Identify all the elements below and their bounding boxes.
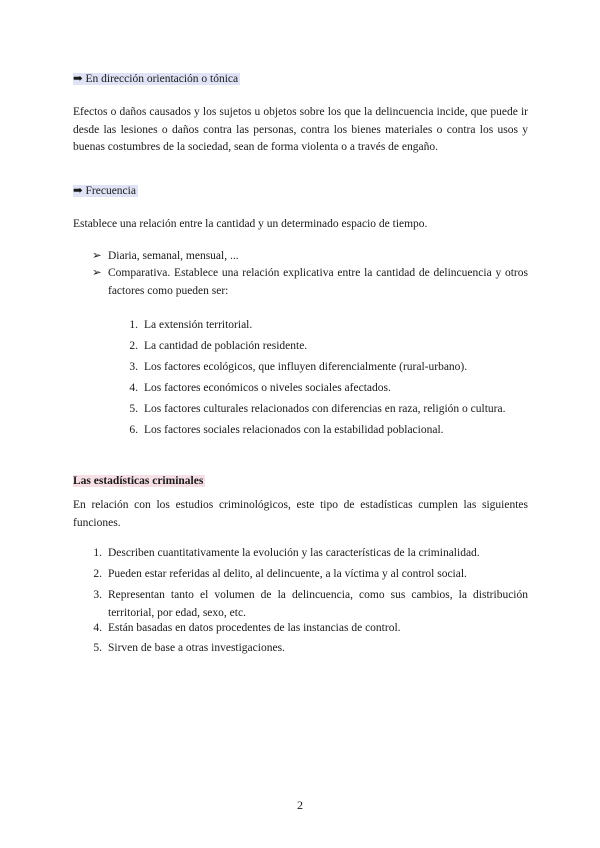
- function-text: Describen cuantitativamente la evolución y las características de la criminalidad.: [108, 547, 480, 559]
- factor-item: [124, 338, 544, 356]
- function-item: [88, 587, 528, 622]
- list-number: 3.: [129, 361, 138, 373]
- heading-direccion-text: ➡ En dirección orientación o tónica: [73, 73, 239, 85]
- factor-text: La cantidad de población residente.: [144, 340, 308, 352]
- bullet-item: [92, 265, 528, 300]
- list-number: 2.: [129, 340, 138, 352]
- factor-text: Los factores económicos o niveles sociales afectados.: [144, 382, 391, 394]
- list-number: 5.: [129, 403, 138, 415]
- factor-text: Los factores sociales relacionados con la estabilidad poblacional.: [144, 424, 444, 436]
- factor-item: [124, 401, 544, 419]
- bullet-text: Diaria, semanal, mensual, ...: [108, 250, 239, 262]
- list-number: 5.: [93, 642, 102, 654]
- function-item: [88, 566, 528, 584]
- function-item: [88, 640, 528, 658]
- function-text: Están basadas en datos procedentes de las instancias de control.: [108, 622, 401, 634]
- function-item: [88, 620, 528, 638]
- page-number: 2: [297, 798, 303, 812]
- heading-frecuencia-text: ➡ Frecuencia: [73, 185, 136, 197]
- list-number: 4.: [129, 382, 138, 394]
- heading-direccion: [73, 72, 240, 86]
- list-number: 1.: [93, 547, 102, 559]
- bullet-text: Comparativa. Establece una relación explicativa entre la cantidad de delincuencia y otros factores como pueden ser:: [108, 267, 528, 297]
- paragraph-frecuencia: Establece una relación entre la cantidad y un determinado espacio de tiempo.: [73, 218, 428, 230]
- function-item: [88, 545, 528, 563]
- function-text: Representan tanto el volumen de la delincuencia, como sus cambios, la distribución territorial, por edad, sexo, etc.: [108, 589, 528, 619]
- function-text: Sirven de base a otras investigaciones.: [108, 642, 285, 654]
- factor-item: [124, 380, 544, 398]
- list-number: 6.: [129, 424, 138, 436]
- paragraph-efectos: Efectos o daños causados y los sujetos u objetos sobre los que la delincuencia incide, que puede ir desde las lesiones o daños contra las personas, contra los bienes materiales o contra los usos y buenas costumbres de la sociedad, sean de forma violenta o a través de engaño.: [73, 106, 528, 153]
- list-number: 2.: [93, 568, 102, 580]
- factor-text: Los factores ecológicos, que influyen diferencialmente (rural-urbano).: [144, 361, 468, 373]
- list-number: 3.: [93, 589, 102, 601]
- bullet-item: [92, 248, 528, 266]
- paragraph-estadisticas: En relación con los estudios criminológicos, este tipo de estadísticas cumplen las siguientes funciones.: [73, 499, 528, 529]
- function-text: Pueden estar referidas al delito, al delincuente, a la víctima y al control social.: [108, 568, 467, 580]
- list-number: 1.: [129, 319, 138, 331]
- factor-item: [124, 422, 544, 440]
- heading-estadisticas-text: Las estadísticas criminales: [73, 475, 204, 487]
- arrow-bullet-icon: ➢: [92, 250, 102, 262]
- list-number: 4.: [93, 622, 102, 634]
- heading-estadisticas: [73, 474, 205, 488]
- factor-text: La extensión territorial.: [144, 319, 253, 331]
- factor-text: Los factores culturales relacionados con diferencias en raza, religión o cultura.: [144, 403, 506, 415]
- arrow-bullet-icon: ➢: [92, 267, 102, 279]
- factor-item: [124, 359, 544, 377]
- heading-frecuencia: [73, 184, 138, 198]
- factor-item: [124, 317, 544, 335]
